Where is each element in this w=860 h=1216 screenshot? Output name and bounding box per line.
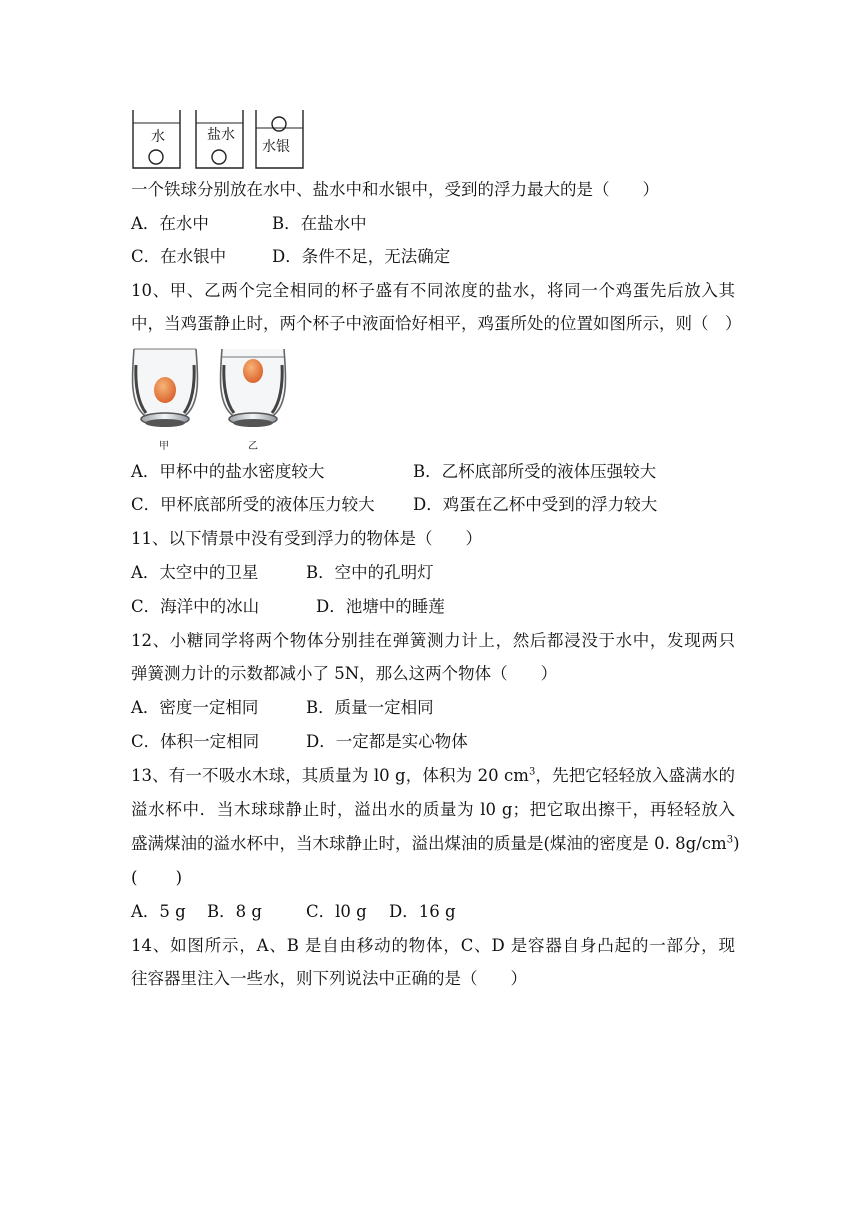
q10-option-b: B．乙杯底部所受的液体压强较大 [413, 462, 657, 481]
cup-label-mercury: 水银 [262, 139, 290, 155]
q13-option-d: D．16 g [389, 902, 456, 921]
cup-label-water: 水 [151, 129, 165, 145]
q11-option-d: D．池塘中的睡莲 [316, 597, 445, 616]
q10-stem-line1: 10、甲、乙两个完全相同的杯子盛有不同浓度的盐水，将同一个鸡蛋先后放入其 [131, 281, 735, 300]
q12-option-d: D．一定都是实心物体 [306, 732, 468, 751]
glass-label-yi: 乙 [248, 441, 258, 452]
glass-jia [132, 349, 197, 427]
q13-line3: 盛满煤油的溢水杯中，当木球静止时，溢出煤油的质量是(煤油的密度是 0. $8g/cm^3$) [131, 834, 740, 853]
glass-label-jia: 甲 [159, 441, 169, 452]
q12-option-a: A．密度一定相同 [131, 698, 259, 717]
q9-option-b: B．在盐水中 [272, 214, 367, 233]
q13-option-c: C．l0 g [306, 902, 367, 921]
q9-stem: 一个铁球分别放在水中、盐水中和水银中，受到的浮力最大的是（ ） [131, 180, 659, 199]
q11-option-c: C．海洋中的冰山 [131, 597, 260, 616]
ball-in-mercury [272, 117, 286, 131]
egg-jia [154, 377, 176, 403]
q13-option-b: B．8 g [207, 902, 262, 921]
q13-option-a: A．5 g [131, 902, 186, 921]
ball-in-saltwater [212, 150, 226, 164]
egg-glasses-figure [128, 345, 308, 435]
q12-stem-line2: 弹簧测力计的示数都减小了 5N，那么这两个物体（ ） [131, 664, 558, 683]
cup-label-saltwater: 盐水 [207, 127, 235, 143]
egg-yi [243, 359, 263, 383]
q12-stem-line1: 12、小糖同学将两个物体分别挂在弹簧测力计上，然后都浸没于水中，发现两只 [131, 631, 735, 650]
q12-option-b: B．质量一定相同 [306, 698, 434, 717]
q14-stem-line1: 14、如图所示，A、B 是自由移动的物体，C、D 是容器自身凸起的一部分，现 [131, 936, 735, 955]
q14-stem-line2: 往容器里注入一些水，则下列说法中正确的是（ ） [131, 969, 527, 988]
glass-yi [220, 349, 285, 427]
q10-option-d: D．鸡蛋在乙杯中受到的浮力较大 [413, 495, 658, 514]
q9-option-c: C．在水银中 [131, 247, 227, 266]
ball-in-water [149, 150, 163, 164]
q12-option-c: C．体积一定相同 [131, 732, 260, 751]
q9-option-a: A．在水中 [131, 214, 209, 233]
q13-line1: 13、有一不吸水木球，其质量为 l0 g，体积为 20 $cm^3$，先把它轻轻放入盛满水的 [131, 766, 735, 785]
q11-stem: 11、以下情景中没有受到浮力的物体是（ ） [131, 529, 482, 548]
q10-option-a: A．甲杯中的盐水密度较大 [131, 462, 325, 481]
q11-option-b: B．空中的孔明灯 [306, 563, 434, 582]
q10-option-c: C．甲杯底部所受的液体压力较大 [131, 495, 375, 514]
q13-line2: 溢水杯中．当木球球静止时，溢出水的质量为 l0 g；把它取出擦干，再轻轻放入 [131, 800, 735, 819]
q9-option-d: D．条件不足，无法确定 [272, 247, 451, 266]
q13-line4: ( ) [131, 868, 183, 887]
q11-option-a: A．太空中的卫星 [131, 563, 259, 582]
q10-stem-line2: 中，当鸡蛋静止时，两个杯子中液面恰好相平，鸡蛋所处的位置如图所示，则（ ） [131, 314, 742, 333]
